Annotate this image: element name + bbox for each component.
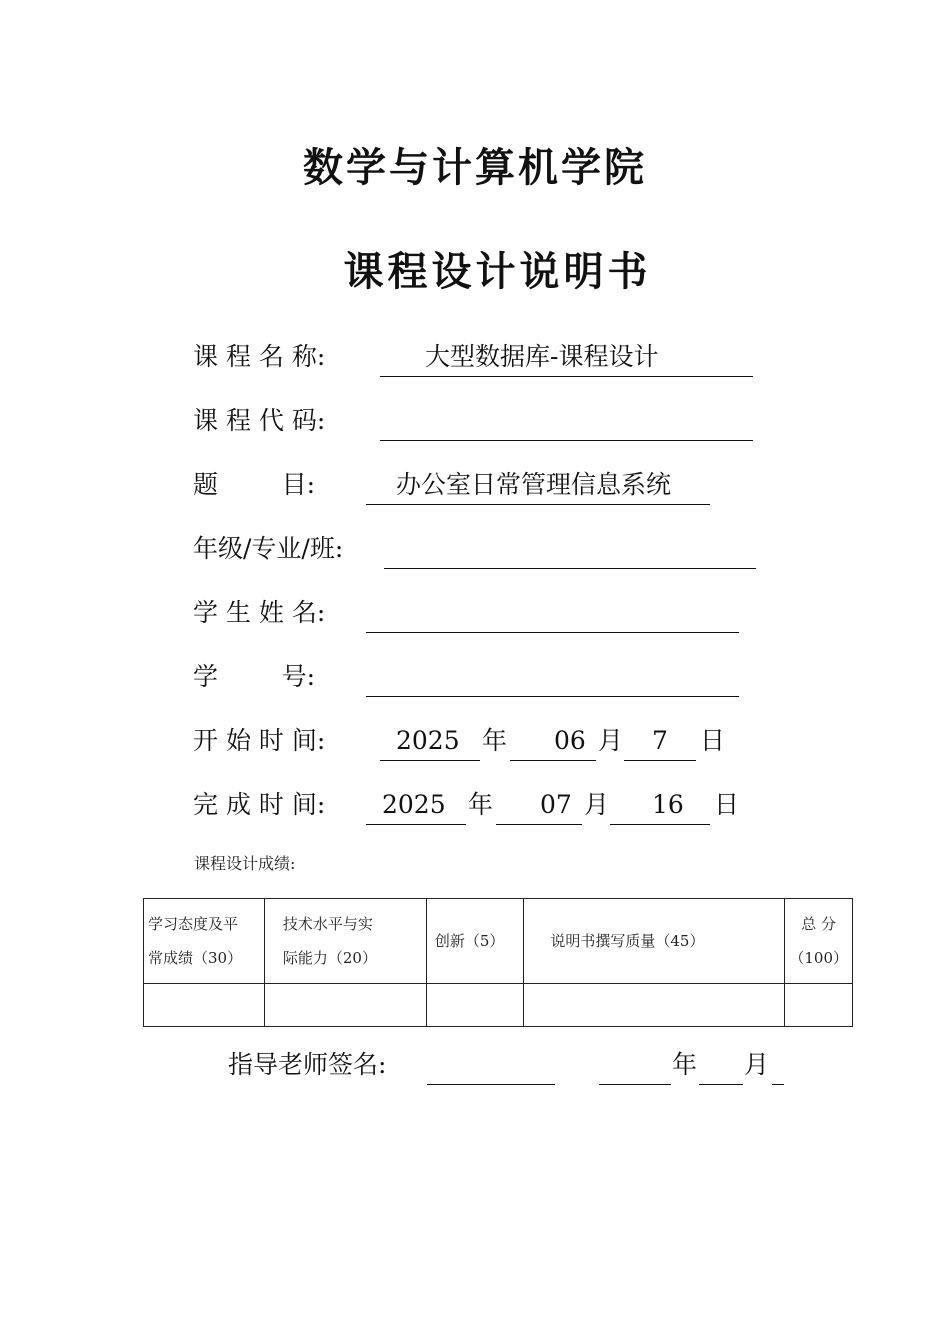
signature-row <box>0 1048 950 1088</box>
grade-col-total <box>785 899 853 984</box>
course-code-underline <box>380 440 753 441</box>
start-year-underline <box>380 760 480 761</box>
student-name-label: 学 生 姓 名: <box>193 598 326 627</box>
end-month-value: 07 <box>540 790 572 819</box>
end-year-value: 2025 <box>382 790 446 819</box>
grade-col-skill <box>264 899 426 984</box>
grade-col-report: 说明书撰写质量（45） <box>524 899 785 984</box>
student-name-underline <box>366 632 739 633</box>
end-year-unit: 年 <box>468 790 494 819</box>
student-id-row <box>0 660 950 700</box>
grade-col-attitude <box>144 899 265 984</box>
grades-header-row <box>144 899 853 984</box>
score-skill-cell[interactable] <box>264 984 426 1027</box>
end-date-row <box>0 788 950 828</box>
course-name-row <box>0 340 950 380</box>
start-day-unit: 日 <box>700 726 726 755</box>
grade-col-attitude-line2: 常成绩（30） <box>148 949 243 967</box>
score-report-cell[interactable] <box>524 984 785 1027</box>
grade-col-skill-line2: 际能力（20） <box>282 949 377 967</box>
topic-row <box>0 468 950 508</box>
start-year-unit: 年 <box>482 726 508 755</box>
start-date-label: 开 始 时 间: <box>193 726 326 755</box>
start-year-value: 2025 <box>396 726 460 755</box>
course-code-label: 课 程 代 码: <box>193 406 326 435</box>
signature-label: 指导老师签名: <box>228 1050 387 1079</box>
end-date-label: 完 成 时 间: <box>193 790 326 819</box>
start-month-unit: 月 <box>598 726 624 755</box>
signature-month-unit: 月 <box>744 1050 770 1079</box>
course-name-value: 大型数据库-课程设计 <box>425 342 659 371</box>
score-attitude-cell[interactable] <box>144 984 265 1027</box>
class-label: 年级/专业/班: <box>193 534 344 563</box>
grade-col-total-line2: （100） <box>789 949 848 967</box>
document-title: 课程设计说明书 <box>343 249 652 295</box>
class-row <box>0 532 950 572</box>
end-day-unit: 日 <box>714 790 740 819</box>
grades-caption: 课程设计成绩: <box>194 854 296 873</box>
topic-value: 办公室日常管理信息系统 <box>396 470 672 499</box>
signature-year-unit: 年 <box>672 1050 698 1079</box>
signature-underline <box>427 1084 555 1085</box>
topic-label: 题 目: <box>193 470 315 499</box>
grade-col-innovation: 创新（5） <box>426 899 523 984</box>
signature-day-underline <box>772 1084 784 1085</box>
grade-col-skill-line1: 技术水平与实 <box>282 915 373 933</box>
start-month-underline <box>510 760 596 761</box>
course-name-label: 课 程 名 称: <box>193 342 326 371</box>
signature-month-underline <box>699 1084 743 1085</box>
start-date-row <box>0 724 950 764</box>
score-innovation-cell[interactable] <box>426 984 523 1027</box>
class-underline <box>384 568 756 569</box>
start-month-value: 06 <box>554 726 586 755</box>
start-day-value: 7 <box>652 726 668 755</box>
student-id-underline <box>366 696 739 697</box>
start-day-underline <box>624 760 696 761</box>
grades-table <box>143 898 853 1027</box>
student-name-row <box>0 596 950 636</box>
school-title: 数学与计算机学院 <box>303 145 647 191</box>
end-month-unit: 月 <box>584 790 610 819</box>
grade-col-total-line1: 总 分 <box>801 915 837 933</box>
score-total-cell[interactable] <box>785 984 853 1027</box>
signature-year-underline <box>599 1084 671 1085</box>
course-code-row <box>0 404 950 444</box>
end-day-underline <box>610 824 710 825</box>
grade-col-attitude-line1: 学习态度及平 <box>148 915 239 933</box>
student-id-label: 学 号: <box>193 662 315 691</box>
topic-underline <box>366 504 710 505</box>
course-name-underline <box>380 376 753 377</box>
end-day-value: 16 <box>652 790 684 819</box>
end-month-underline <box>496 824 582 825</box>
end-year-underline <box>366 824 466 825</box>
grades-score-row <box>144 984 853 1027</box>
